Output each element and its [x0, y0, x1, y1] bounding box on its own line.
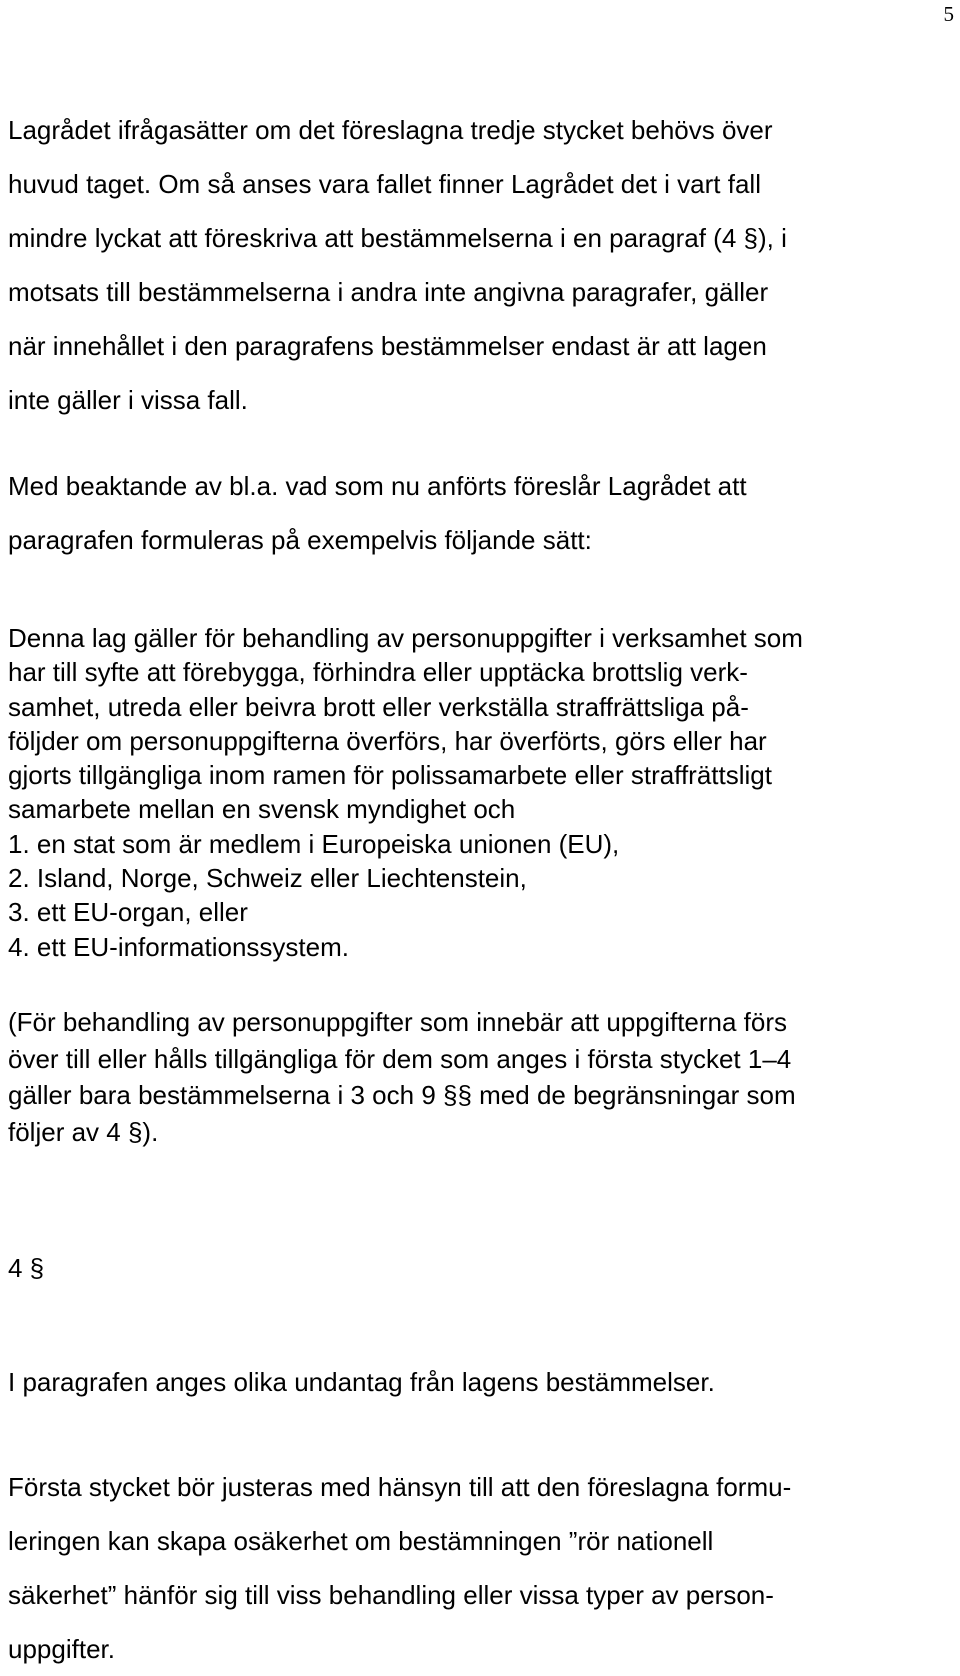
paragraph-5: [8, 1355, 948, 1409]
text-line: över till eller hålls tillgängliga för dem som anges i första stycket 1–4: [8, 1043, 792, 1074]
text-line: inte gäller i vissa fall.: [8, 385, 248, 415]
list-item: 3. ett EU-organ, eller: [8, 897, 248, 928]
text-line: paragrafen formuleras på exempelvis följande sätt:: [8, 525, 592, 555]
text-line: gäller bara bestämmelserna i 3 och 9 §§ med de begränsningar som: [8, 1080, 796, 1110]
text-line: Med beaktande av bl.a. vad som nu anförts föreslår Lagrådet att: [8, 471, 747, 501]
page-number: 5: [943, 2, 954, 26]
paragraph-2: [8, 459, 948, 567]
text-line: (För behandling av personuppgifter som innebär att uppgifterna förs: [8, 1007, 788, 1037]
text-line: leringen kan skapa osäkerhet om bestämningen ”rör nationell: [8, 1526, 714, 1556]
text-line: mindre lyckat att föreskriva att bestämmelserna i en paragraf (4 §), i: [8, 223, 787, 253]
text-line: gjorts tillgängliga inom ramen för polissamarbete eller straffrättsligt: [8, 760, 772, 791]
text-line: har till syfte att förebygga, förhindra eller upptäcka brottslig verk-: [8, 657, 748, 688]
text-line: följer av 4 §).: [8, 1116, 159, 1147]
text-line: motsats till bestämmelserna i andra inte angivna paragrafer, gäller: [8, 277, 769, 307]
parenthetical-note: [8, 1004, 948, 1150]
text-line: uppgifter.: [8, 1634, 115, 1664]
text-line: I paragrafen anges olika undantag från lagens bestämmelser.: [8, 1367, 715, 1397]
proposed-text-block: [8, 621, 948, 964]
text-line: Första stycket bör justeras med hänsyn till att den föreslagna formu-: [8, 1472, 792, 1502]
list-item: 2. Island, Norge, Schweiz eller Liechtenstein,: [8, 863, 527, 894]
text-line: samhet, utreda eller beivra brott eller verkställa straffrättsliga på-: [8, 691, 749, 722]
text-line: när innehållet i den paragrafens bestämmelser endast är att lagen: [8, 331, 767, 361]
text-line: Lagrådet ifrågasätter om det föreslagna tredje stycket behövs över: [8, 115, 773, 145]
paragraph-6: [8, 1460, 948, 1676]
list-item: 4. ett EU-informationssystem.: [8, 931, 349, 962]
text-line: följder om personuppgifterna överförs, har överförts, görs eller har: [8, 725, 767, 756]
text-line: säkerhet” hänför sig till viss behandling eller vissa typer av person-: [8, 1580, 774, 1610]
text-line: Denna lag gäller för behandling av personuppgifter i verksamhet som: [8, 623, 803, 653]
list-item: 1. en stat som är medlem i Europeiska unionen (EU),: [8, 828, 620, 859]
section-heading: 4 §: [8, 1253, 45, 1283]
text-line: huvud taget. Om så anses vara fallet finner Lagrådet det i vart fall: [8, 169, 761, 199]
text-line: samarbete mellan en svensk myndighet och: [8, 794, 516, 825]
paragraph-1: [8, 103, 948, 427]
